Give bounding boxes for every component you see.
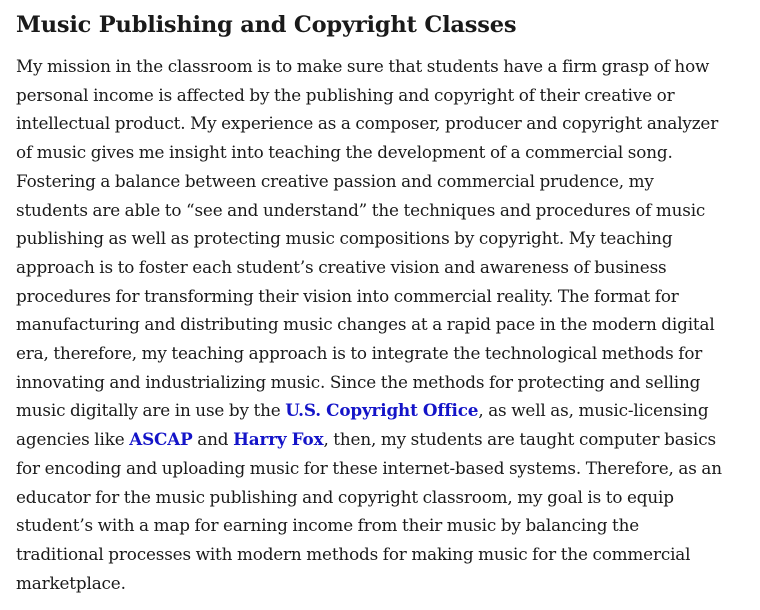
body-paragraph (16, 52, 752, 597)
paragraph-line: intellectual product. My experience as a composer, producer and copyright analyzer (16, 113, 719, 134)
paragraph-line: approach is to foster each student’s creative vision and awareness of business (16, 256, 667, 277)
paragraph-line: era, therefore, my teaching approach is to integrate the technological methods for (16, 343, 703, 364)
line-text: , as well as, music-licensing (478, 400, 709, 421)
line-text: agencies like (16, 429, 130, 450)
document-page (16, 10, 752, 597)
paragraph-line: innovating and industrializing music. Since the methods for protecting and selling (16, 371, 701, 392)
paragraph-line: manufacturing and distributing music changes at a rapid pace in the modern digital (16, 314, 715, 335)
paragraph-line: educator for the music publishing and copyright classroom, my goal is to equip (16, 486, 674, 507)
paragraph-line: student’s with a map for earning income from their music by balancing the (16, 515, 640, 536)
paragraph-line: traditional processes with modern methods for making music for the commercial (16, 543, 691, 564)
paragraph-line: My mission in the classroom is to make sure that students have a firm grasp of how (16, 56, 710, 76)
paragraph-line-with-link (16, 396, 752, 425)
harry-fox-link[interactable]: Harry Fox (233, 429, 324, 450)
line-text: music digitally are in use by the (16, 400, 286, 421)
ascap-link[interactable]: ASCAP (129, 429, 193, 450)
paragraph-line: Fostering a balance between creative passion and commercial prudence, my (16, 170, 654, 191)
paragraph-line: students are able to “see and understand” the techniques and procedures of music (16, 199, 706, 220)
paragraph-line: marketplace. (16, 572, 126, 593)
paragraph-line: for encoding and uploading music for these internet-based systems. Therefore, as an (16, 457, 722, 478)
line-text: and (192, 429, 234, 450)
paragraph-line: procedures for transforming their vision into commercial reality. The format for (16, 285, 679, 306)
paragraph-line-with-links (16, 425, 752, 454)
paragraph-line: publishing as well as protecting music compositions by copyright. My teaching (16, 228, 673, 249)
line-text: , then, my students are taught computer basics (323, 429, 716, 450)
paragraph-line: of music gives me insight into teaching the development of a commercial song. (16, 142, 673, 163)
us-copyright-office-link[interactable]: U.S. Copyright Office (285, 400, 479, 421)
paragraph-line: personal income is affected by the publishing and copyright of their creative or (16, 84, 675, 105)
page-title: Music Publishing and Copyright Classes (16, 12, 517, 38)
